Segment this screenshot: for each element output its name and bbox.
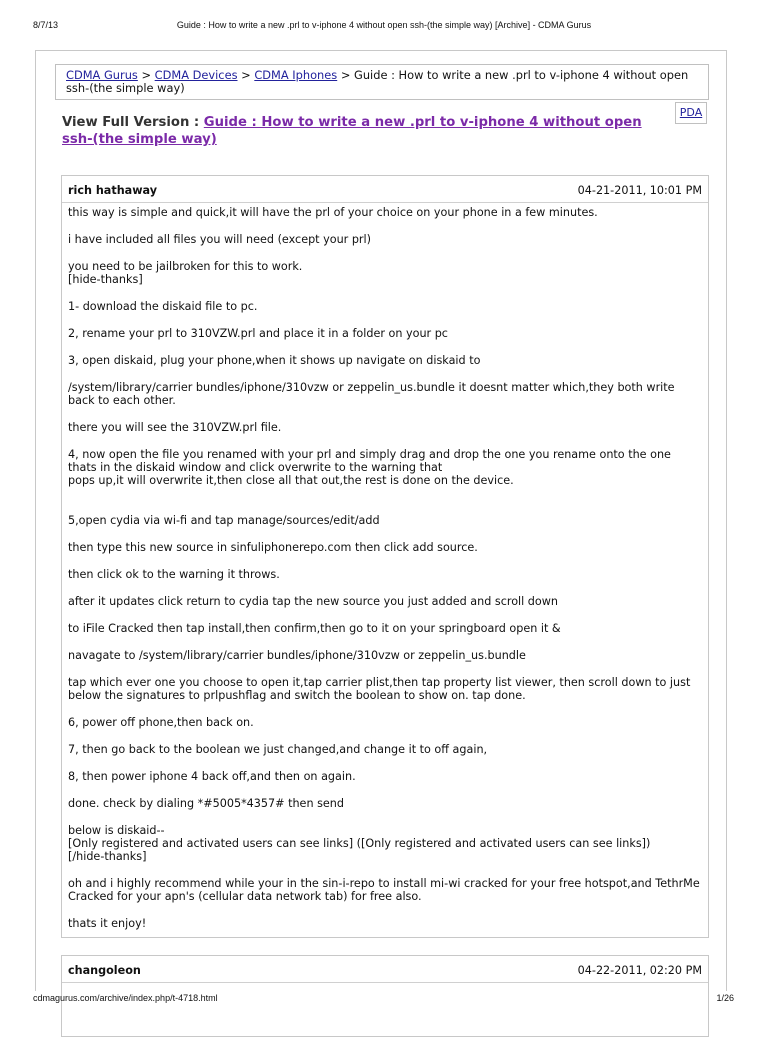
view-full-version-label: View Full Version : (62, 115, 204, 130)
post-header (62, 956, 708, 983)
print-footer (0, 993, 768, 1007)
breadcrumb-current: Guide : How to write a new .prl to v-iphone 4 without open ssh-(the simple way) (66, 68, 689, 95)
post-header (62, 176, 708, 203)
breadcrumb-link-cdma-gurus[interactable]: CDMA Gurus (66, 68, 138, 82)
print-url: cdmagurus.com/archive/index.php/t-4718.html (33, 993, 218, 1003)
breadcrumb-link-cdma-iphones[interactable]: CDMA Iphones (254, 68, 338, 82)
post-paragraph: there you will see the 310VZW.prl file. (68, 421, 282, 434)
print-header (0, 20, 768, 34)
breadcrumb-link-cdma-devices[interactable]: CDMA Devices (154, 68, 238, 82)
post-paragraph: /system/library/carrier bundles/iphone/310vzw or zeppelin_us.bundle it doesnt matter which,they both write back to each other. (68, 381, 675, 407)
post-author: changoleon (68, 964, 141, 977)
post-paragraph: tap which ever one you choose to open it,tap carrier plist,then tap property list viewer, then scroll down to just below the signatures to prlpushflag and switch the boolean to show on. tap done. (68, 676, 691, 702)
breadcrumb-separator: > (237, 68, 255, 82)
post-paragraph: 2, rename your prl to 310VZW.prl and place it in a folder on your pc (68, 327, 448, 340)
post (61, 175, 709, 938)
print-date: 8/7/13 (33, 20, 59, 30)
breadcrumb-separator: > (137, 68, 155, 82)
post-paragraph: 5,open cydia via wi-fi and tap manage/sources/edit/add (68, 514, 380, 527)
page-number: 1/26 (716, 993, 734, 1003)
post-paragraph: i have included all files you will need (except your prl) (68, 233, 372, 246)
post-paragraph: 7, then go back to the boolean we just changed,and change it to off again, (68, 743, 488, 756)
post-paragraph: 4, now open the file you renamed with your prl and simply drag and drop the one you rename onto the one thats in the diskaid window and click overwrite to the warning that pops up,it will overwrite it,then close all that out,the rest is done on the device. (68, 448, 671, 487)
pda-link[interactable]: PDA (679, 106, 703, 119)
post-paragraph: 6, power off phone,then back on. (68, 716, 254, 729)
post-date: 04-21-2011, 10:01 PM (577, 184, 702, 197)
post-paragraph: below is diskaid-- [Only registered and activated users can see links] ([Only registered and activated users can see links]) [/hide-thanks] (68, 824, 651, 863)
post-paragraph: after it updates click return to cydia tap the new source you just added and scroll down (68, 595, 558, 608)
post-paragraph: to iFile Cracked then tap install,then confirm,then go to it on your springboard open it & (68, 622, 561, 635)
post-date: 04-22-2011, 02:20 PM (577, 964, 702, 977)
post-paragraph: oh and i highly recommend while your in the sin-i-repo to install mi-wi cracked for your free hotspot,and TethrMe Cracked for your apn's (cellular data network tab) for free also. (68, 877, 700, 903)
post-paragraph: 1- download the diskaid file to pc. (68, 300, 258, 313)
post-paragraph: 8, then power iphone 4 back off,and then on again. (68, 770, 356, 783)
view-full-version-link[interactable]: Guide : How to write a new .prl to v-iphone 4 without open ssh-(the simple way) (62, 115, 642, 147)
post-paragraph: this way is simple and quick,it will have the prl of your choice on your phone in a few minutes. (68, 206, 598, 219)
post-paragraph: navagate to /system/library/carrier bundles/iphone/310vzw or zeppelin_us.bundle (68, 649, 526, 662)
post-paragraph: then click ok to the warning it throws. (68, 568, 280, 581)
post-paragraph: thats it enjoy! (68, 917, 147, 930)
post-author: rich hathaway (68, 184, 158, 197)
post-body (68, 206, 700, 944)
post-paragraph: done. check by dialing *#5005*4357# then send (68, 797, 344, 810)
breadcrumb (55, 64, 709, 100)
post-paragraph: 3, open diskaid, plug your phone,when it shows up navigate on diskaid to (68, 354, 481, 367)
pda-box (675, 102, 707, 124)
breadcrumb-separator: > (337, 68, 355, 82)
print-title: Guide : How to write a new .prl to v-iphone 4 without open ssh-(the simple way) [Archive] - CDMA Gurus (176, 20, 592, 30)
post-paragraph: you need to be jailbroken for this to work. [hide-thanks] (68, 260, 303, 286)
post-paragraph: then type this new source in sinfuliphonerepo.com then click add source. (68, 541, 478, 554)
view-full-version (62, 114, 672, 148)
